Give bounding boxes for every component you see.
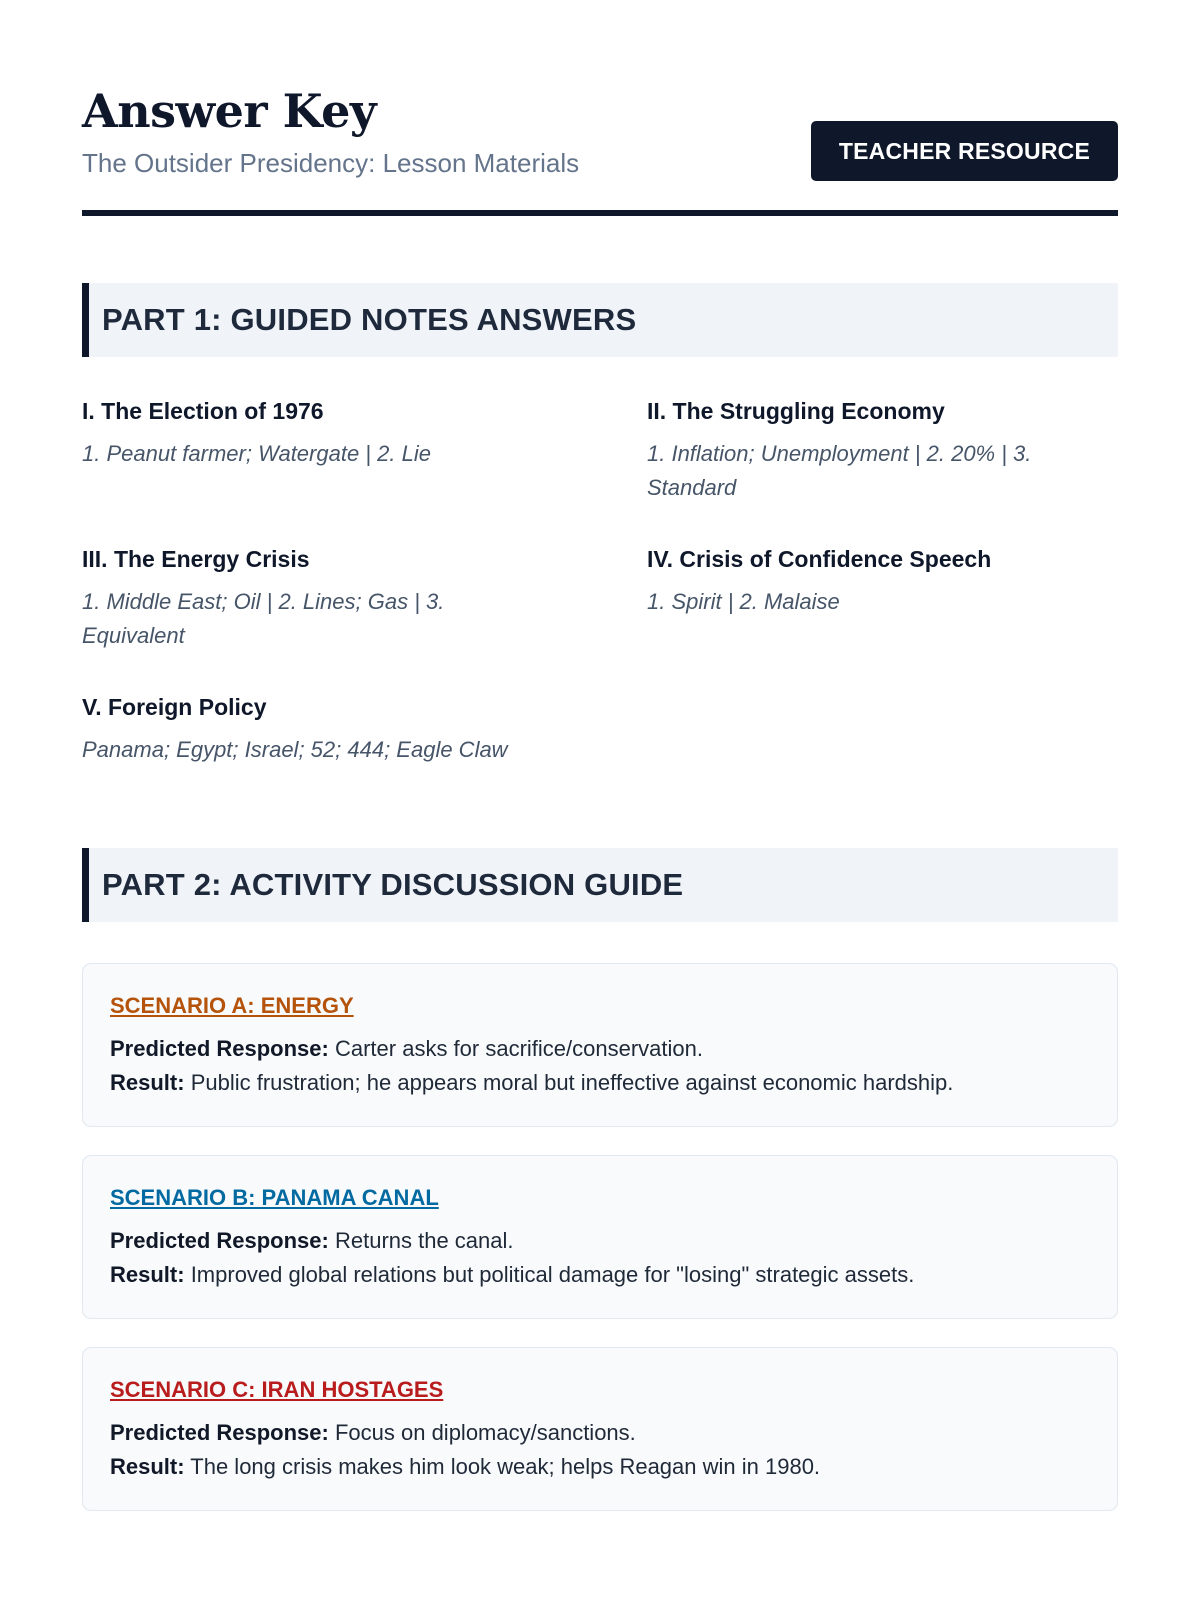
note-answer: Panama; Egypt; Israel; 52; 444; Eagle Claw bbox=[82, 736, 508, 762]
note-struggling-economy bbox=[647, 397, 1107, 505]
note-energy-crisis bbox=[82, 545, 522, 653]
note-crisis-of-confidence bbox=[647, 545, 1107, 619]
predicted-label: Predicted Response: bbox=[110, 1036, 329, 1061]
part2-heading: PART 2: ACTIVITY DISCUSSION GUIDE bbox=[82, 848, 1118, 922]
result-label: Result: bbox=[110, 1454, 185, 1479]
scenario-card-panama-canal bbox=[82, 1155, 1118, 1319]
predicted-text: Carter asks for sacrifice/conservation. bbox=[334, 1036, 703, 1061]
predicted-label: Predicted Response: bbox=[110, 1420, 329, 1445]
scenario-title: SCENARIO A: ENERGY bbox=[110, 993, 354, 1018]
result bbox=[110, 1450, 1090, 1484]
scenario-title: SCENARIO B: PANAMA CANAL bbox=[110, 1185, 439, 1210]
predicted-label: Predicted Response: bbox=[110, 1228, 329, 1253]
result-label: Result: bbox=[110, 1262, 185, 1287]
note-title: IV. Crisis of Confidence Speech bbox=[647, 546, 992, 572]
teacher-resource-badge: TEACHER RESOURCE bbox=[811, 121, 1118, 181]
scenario-title: SCENARIO C: IRAN HOSTAGES bbox=[110, 1377, 444, 1402]
note-foreign-policy bbox=[82, 693, 602, 767]
note-answer: 1. Spirit | 2. Malaise bbox=[647, 588, 840, 614]
note-title: II. The Struggling Economy bbox=[647, 398, 945, 424]
note-title: V. Foreign Policy bbox=[82, 694, 267, 720]
result-text: The long crisis makes him look weak; helps Reagan win in 1980. bbox=[190, 1454, 821, 1479]
page-header bbox=[82, 80, 1118, 216]
predicted-text: Returns the canal. bbox=[334, 1228, 514, 1253]
result bbox=[110, 1258, 1090, 1292]
part1-heading: PART 1: GUIDED NOTES ANSWERS bbox=[82, 283, 1118, 357]
note-answer: 1. Middle East; Oil | 2. Lines; Gas | 3. Equivalent bbox=[82, 588, 445, 648]
scenario-card-iran-hostages bbox=[82, 1347, 1118, 1511]
page-title: Answer Key bbox=[82, 84, 377, 138]
note-election-1976 bbox=[82, 397, 582, 471]
note-title: I. The Election of 1976 bbox=[82, 398, 324, 424]
result-text: Public frustration; he appears moral but ineffective against economic hardship. bbox=[190, 1070, 954, 1095]
result-label: Result: bbox=[110, 1070, 185, 1095]
page-subtitle: The Outsider Presidency: Lesson Materials bbox=[82, 148, 580, 178]
predicted-response bbox=[110, 1416, 1090, 1450]
note-title: III. The Energy Crisis bbox=[82, 546, 310, 572]
predicted-response bbox=[110, 1032, 1090, 1066]
note-answer: 1. Peanut farmer; Watergate | 2. Lie bbox=[82, 440, 431, 466]
note-answer: 1. Inflation; Unemployment | 2. 20% | 3. Standard bbox=[647, 440, 1032, 500]
result-text: Improved global relations but political damage for "losing" strategic assets. bbox=[190, 1262, 915, 1287]
scenario-card-energy bbox=[82, 963, 1118, 1127]
predicted-response bbox=[110, 1224, 1090, 1258]
result bbox=[110, 1066, 1090, 1100]
predicted-text: Focus on diplomacy/sanctions. bbox=[334, 1420, 636, 1445]
